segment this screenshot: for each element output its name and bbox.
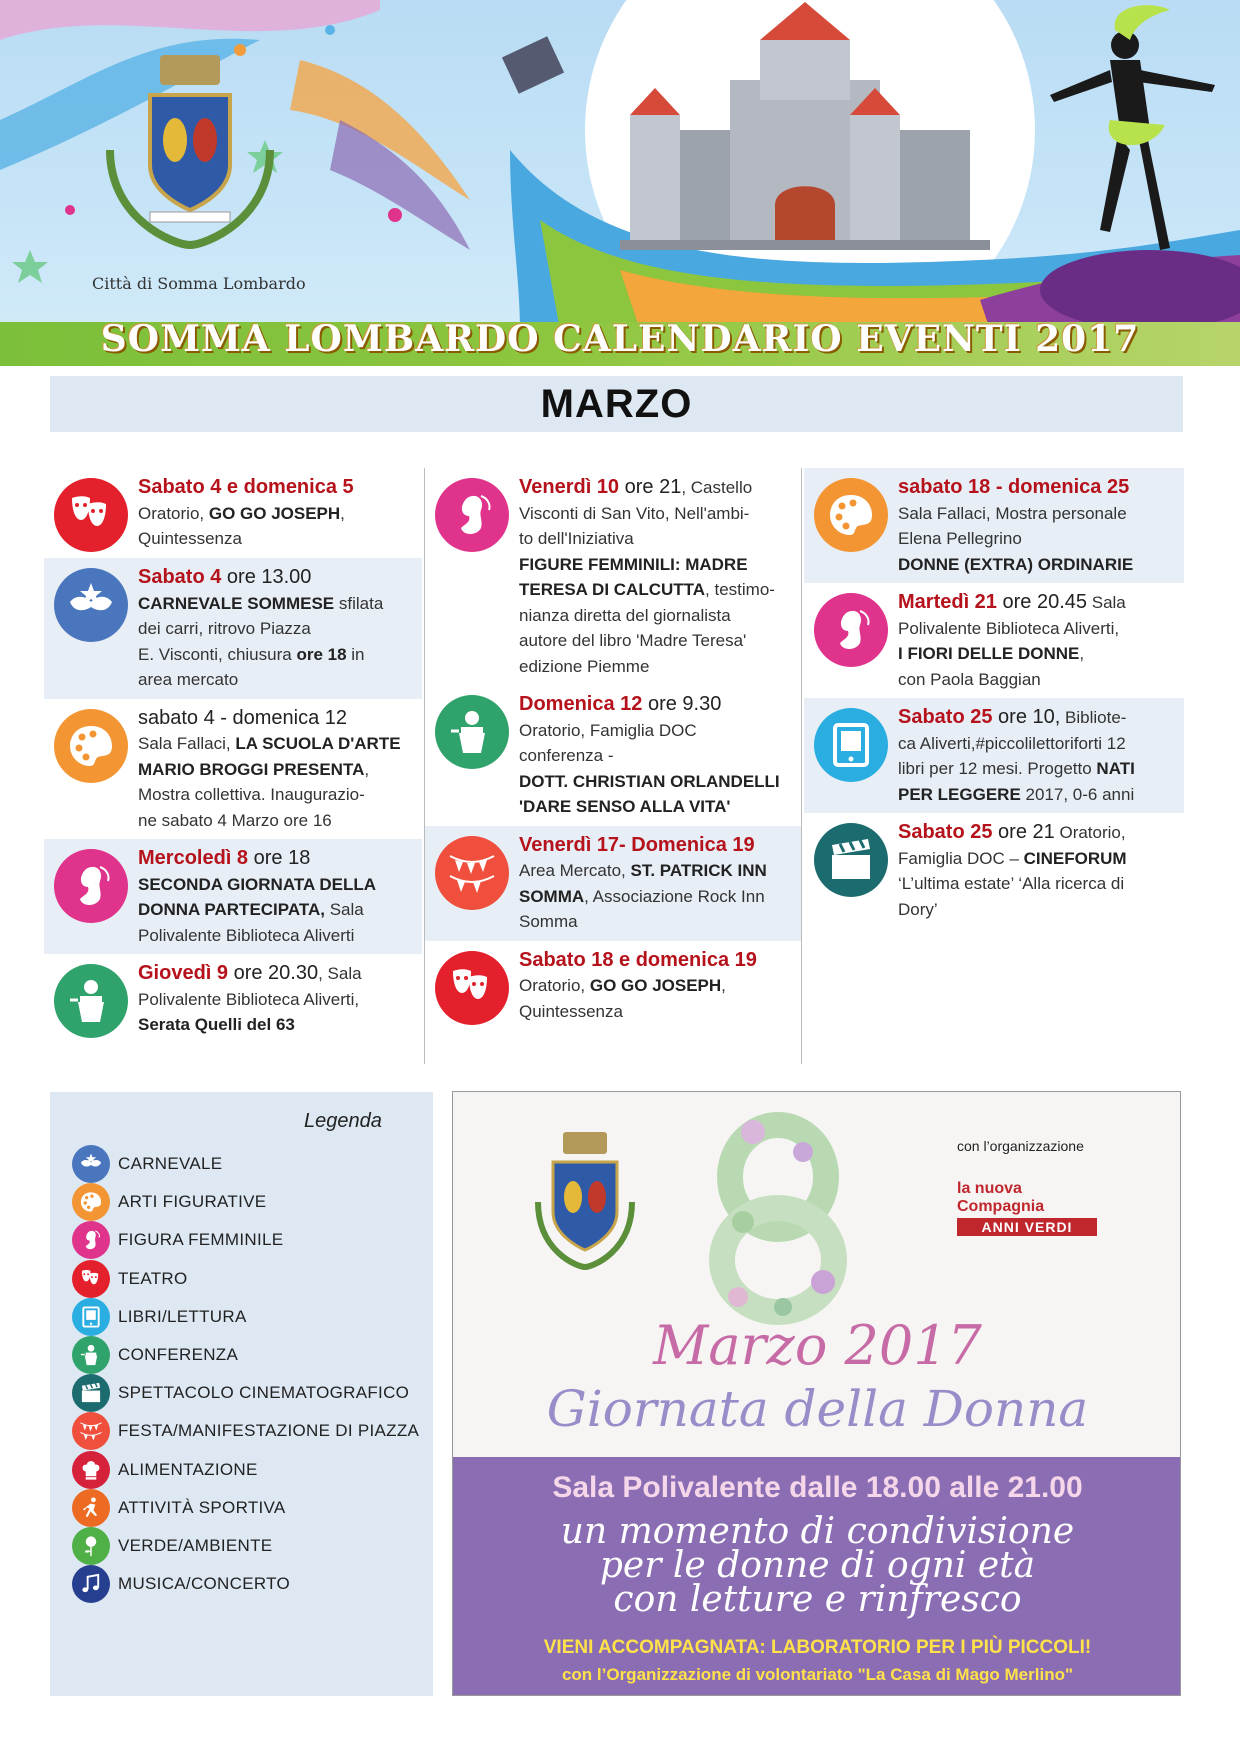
month-bar <box>50 376 1183 432</box>
event-detail-line <box>519 999 795 1025</box>
legend-label: TEATRO <box>118 1268 188 1288</box>
event-detail-line <box>138 526 416 552</box>
company-logo <box>957 1180 1097 1236</box>
legend-title: Legenda <box>304 1110 382 1132</box>
woman-silhouette-icon <box>66 861 116 911</box>
event-detail-line <box>519 909 795 935</box>
carnival-mask-icon <box>66 580 116 630</box>
event-heading <box>519 947 795 974</box>
event-detail-text: to dell'Iniziativa <box>519 529 634 548</box>
legend-item <box>72 1411 419 1451</box>
rose-icon <box>72 1527 110 1565</box>
event-date: Giovedì 9 <box>138 962 229 984</box>
event-item <box>44 468 422 558</box>
legend-label: CONFERENZA <box>118 1345 239 1364</box>
event-text <box>898 819 1178 922</box>
speaker-podium-icon <box>54 964 128 1038</box>
event-heading <box>898 819 1178 846</box>
poster-message <box>453 1511 1181 1620</box>
event-item <box>425 685 801 826</box>
event-date: Domenica 12 <box>519 693 643 715</box>
month-title: MARZO <box>540 381 693 426</box>
event-detail-line <box>138 667 416 693</box>
event-detail-line <box>138 808 416 834</box>
event-highlight: ST. PATRICK INN <box>630 861 767 880</box>
event-detail-text: autore del libro 'Madre Teresa' <box>519 631 747 650</box>
speaker-podium-icon <box>79 1343 103 1367</box>
event-detail-line <box>138 923 416 949</box>
event-detail-line <box>898 526 1178 552</box>
calendar-title: SOMMA LOMBARDO CALENDARIO EVENTI 2017 <box>100 318 1140 360</box>
event-time-suffix: , Sala <box>318 964 362 983</box>
theater-masks-icon <box>435 951 509 1025</box>
theater-masks-icon <box>79 1267 103 1291</box>
event-text <box>138 564 416 693</box>
speaker-podium-icon <box>447 707 497 757</box>
event-highlight: SECONDA GIORNATA DELLA <box>138 874 376 894</box>
palette-icon <box>72 1183 110 1221</box>
book-icon <box>79 1305 103 1329</box>
event-time: ore 21 <box>992 821 1055 843</box>
event-item <box>425 941 801 1031</box>
event-highlight: DONNA PARTECIPATA, <box>138 900 325 919</box>
legend-box <box>50 1092 433 1696</box>
palette-icon <box>814 478 888 552</box>
legend-item <box>72 1182 266 1222</box>
event-time: ore 21 <box>619 476 682 498</box>
event-detail-line <box>519 552 795 578</box>
event-date: Martedì 21 <box>898 591 997 613</box>
event-heading <box>138 845 416 872</box>
event-detail-text: ca Aliverti,#piccolilettoriforti 12 <box>898 733 1126 753</box>
speaker-podium-icon <box>66 976 116 1026</box>
event-detail-text: ‘L’ultima estate’ ‘Alla ricerca di <box>898 874 1125 893</box>
event-detail-text: sfilata <box>334 593 384 613</box>
poster-message-line-1: un momento di condivisione <box>560 1511 1075 1552</box>
poster-message-line-2: per le donne di ogni età <box>599 1545 1036 1586</box>
event-detail-text: conferenza - <box>519 746 614 765</box>
event-date: Venerdì 10 <box>519 476 620 498</box>
bunting-flags-icon <box>447 848 497 898</box>
event-detail-line <box>898 871 1178 897</box>
speaker-podium-icon <box>72 1336 110 1374</box>
event-detail-line <box>138 757 416 783</box>
event-date: Venerdì 17- Domenica 19 <box>519 833 755 856</box>
legend-label: ATTIVITÀ SPORTIVA <box>118 1497 286 1517</box>
event-text <box>138 960 416 1038</box>
event-time: ore 10, <box>992 706 1061 728</box>
event-detail-text: Visconti di San Vito, Nell'ambi- <box>519 503 750 523</box>
event-text <box>138 474 416 552</box>
event-highlight: GO GO JOSEPH <box>589 976 722 995</box>
event-detail-text: Oratorio, <box>519 976 590 995</box>
event-heading <box>898 589 1178 616</box>
poster-message-line-3: con letture e rinfresco <box>613 1579 1022 1620</box>
event-detail-text: con Paola Baggian <box>898 669 1041 689</box>
poster-title-event: Giornata della Donna <box>546 1380 1089 1438</box>
event-detail-text: Somma <box>519 912 578 931</box>
event-highlight: 'DARE SENSO ALLA VITA' <box>519 797 731 816</box>
event-detail-line <box>519 501 795 527</box>
event-text <box>519 832 795 935</box>
palette-icon <box>54 709 128 783</box>
event-detail-text: Polivalente Biblioteca Aliverti, <box>138 989 360 1009</box>
flower-eight <box>722 1120 835 1316</box>
event-text <box>519 474 795 679</box>
book-icon <box>72 1298 110 1336</box>
event-time-suffix: , Castello <box>681 478 753 497</box>
event-highlight: CARNEVALE SOMMESE <box>138 593 335 613</box>
legend-label: FIGURA FEMMINILE <box>118 1230 284 1250</box>
carnival-mask-icon <box>72 1145 110 1183</box>
event-item <box>44 558 422 699</box>
event-highlight: LA SCUOLA D'ARTE <box>235 734 401 753</box>
event-detail-text: ne sabato 4 Marzo ore 16 <box>138 810 332 830</box>
event-highlight: GO GO JOSEPH <box>208 503 341 523</box>
event-heading <box>138 960 416 987</box>
event-detail-line <box>138 987 416 1013</box>
clapperboard-icon <box>826 835 876 885</box>
event-item <box>44 699 422 840</box>
clapperboard-icon <box>79 1381 103 1405</box>
event-detail-line <box>138 1012 416 1038</box>
legend-label: LIBRI/LETTURA <box>118 1306 247 1326</box>
event-item <box>44 839 422 954</box>
event-detail-text: area mercato <box>138 670 239 689</box>
event-detail-text: nianza diretta del giornalista <box>519 605 731 625</box>
poster-coat-of-arms <box>538 1132 632 1267</box>
carnival-mask-icon <box>79 1152 103 1176</box>
event-text <box>898 474 1178 577</box>
clapperboard-icon <box>72 1374 110 1412</box>
event-detail-text: , <box>340 503 345 523</box>
bunting-flags-icon <box>435 836 509 910</box>
chef-hat-icon <box>72 1451 110 1489</box>
event-detail-text: Quintessenza <box>138 529 242 548</box>
event-date: sabato 4 - domenica 12 <box>138 706 348 729</box>
event-detail-line <box>519 577 795 603</box>
event-detail-line <box>519 973 795 999</box>
poster-title-date: Marzo 2017 <box>653 1314 982 1377</box>
event-highlight: TERESA DI CALCUTTA <box>519 580 706 599</box>
clapperboard-icon <box>814 823 888 897</box>
event-detail-line <box>519 794 795 820</box>
event-detail-line <box>898 616 1178 642</box>
event-detail-text: , testimo- <box>705 580 775 599</box>
event-highlight: Serata Quelli del 63 <box>138 1015 295 1034</box>
event-heading <box>138 705 416 732</box>
event-heading <box>898 704 1178 731</box>
event-detail-line <box>898 667 1178 693</box>
event-item <box>425 468 801 685</box>
event-detail-text: Quintessenza <box>519 1001 623 1021</box>
city-name: Città di Somma Lombardo <box>92 274 306 293</box>
event-detail-line <box>138 501 416 527</box>
event-detail-text: 2017, 0-6 anni <box>1020 784 1135 804</box>
legend-label: ALIMENTAZIONE <box>118 1459 258 1479</box>
event-time-suffix: Sala <box>1087 593 1126 612</box>
legend-label: FESTA/MANIFESTAZIONE DI PIAZZA <box>118 1421 420 1441</box>
event-highlight: I FIORI DELLE DONNE <box>898 644 1080 663</box>
legend-label: VERDE/AMBIENTE <box>118 1536 273 1555</box>
book-icon <box>814 708 888 782</box>
event-detail-line <box>898 756 1178 782</box>
event-text <box>519 947 795 1025</box>
event-detail-line <box>898 641 1178 667</box>
legend-item <box>72 1564 290 1604</box>
event-detail-text: libri per 12 mesi. Progetto <box>898 759 1097 778</box>
event-detail-line <box>138 872 416 898</box>
book-icon <box>826 720 876 770</box>
event-text <box>898 589 1178 692</box>
theater-masks-icon <box>66 490 116 540</box>
event-detail-line <box>898 552 1178 578</box>
palette-icon <box>826 490 876 540</box>
banner-artwork <box>0 0 1240 366</box>
event-detail-line <box>519 603 795 629</box>
legend-label: MUSICA/CONCERTO <box>118 1574 291 1594</box>
event-date: Mercoledì 8 <box>138 847 249 869</box>
theater-masks-icon <box>54 478 128 552</box>
woman-silhouette-icon <box>54 849 128 923</box>
event-date: sabato 18 - domenica 25 <box>898 476 1130 498</box>
event-detail-line <box>519 718 795 744</box>
event-text <box>519 691 795 820</box>
theater-masks-icon <box>72 1260 110 1298</box>
event-time-suffix: Oratorio, <box>1054 823 1126 842</box>
bunting-flags-icon <box>79 1419 103 1443</box>
event-detail-line <box>138 642 416 668</box>
event-heading <box>138 474 416 501</box>
event-detail-line <box>138 616 416 642</box>
event-highlight: ore 18 <box>296 644 347 664</box>
event-heading <box>519 474 795 501</box>
event-detail-text: Oratorio, Famiglia DOC <box>519 720 697 740</box>
event-heading <box>519 832 795 859</box>
woman-silhouette-icon <box>447 490 497 540</box>
event-detail-text: E. Visconti, chiusura <box>138 644 297 664</box>
event-detail-text: Area Mercato, <box>519 861 631 880</box>
events-column-1 <box>44 468 422 1044</box>
company-logo-line-2: ANNI VERDI <box>957 1218 1097 1236</box>
music-note-icon <box>79 1572 103 1596</box>
event-detail-text: , <box>364 759 370 779</box>
woman-silhouette-icon <box>814 593 888 667</box>
event-detail-text: Mostra collettiva. Inaugurazio- <box>138 785 365 804</box>
event-date: Sabato 18 e domenica 19 <box>519 948 757 971</box>
event-detail-line <box>898 782 1178 808</box>
poster-info-band <box>453 1457 1181 1696</box>
legend-item <box>72 1144 222 1184</box>
event-detail-line <box>519 884 795 910</box>
events-column-2 <box>424 468 802 1064</box>
event-detail-line <box>898 846 1178 872</box>
poster-organization-label: con l’organizzazione <box>957 1138 1084 1154</box>
carnival-mask-icon <box>54 568 128 642</box>
poster-top <box>453 1092 1181 1457</box>
event-highlight: DONNE (EXTRA) ORDINARIE <box>898 554 1134 574</box>
event-detail-line <box>138 897 416 923</box>
events-column-3 <box>804 468 1184 928</box>
event-detail-line <box>898 897 1178 923</box>
event-time: ore 20.45 <box>996 591 1088 613</box>
legend-item <box>72 1259 188 1299</box>
legend-item <box>72 1526 272 1566</box>
event-detail-text: Elena Pellegrino <box>898 529 1022 548</box>
event-detail-line <box>519 526 795 552</box>
poster-volunteer-org: con l’Organizzazione di volontariato "La Casa di Mago Merlino" <box>561 1665 1074 1684</box>
event-detail-text: Dory’ <box>898 899 938 919</box>
event-date: Sabato 4 e domenica 5 <box>138 476 354 498</box>
event-detail-line <box>898 501 1178 527</box>
runner-icon <box>72 1489 110 1527</box>
event-detail-text: edizione Piemme <box>519 656 650 676</box>
event-detail-line <box>138 591 416 617</box>
legend-item <box>72 1373 409 1413</box>
event-detail-text: dei carri, ritrovo Piazza <box>138 619 311 638</box>
poster-kids-lab: VIENI ACCOMPAGNATA: LABORATORIO PER I PIÙ PICCOLI! <box>543 1637 1092 1658</box>
legend-item <box>72 1450 258 1490</box>
company-logo-line-1: la nuova Compagnia <box>957 1180 1045 1215</box>
event-detail-line <box>519 654 795 680</box>
event-item <box>44 954 422 1044</box>
theater-masks-icon <box>447 963 497 1013</box>
event-detail-line <box>519 858 795 884</box>
event-detail-text: Polivalente Biblioteca Aliverti, <box>898 618 1120 638</box>
speaker-podium-icon <box>435 695 509 769</box>
event-detail-line <box>898 731 1178 757</box>
event-text <box>138 705 416 834</box>
woman-silhouette-icon <box>72 1221 110 1259</box>
event-time: ore 13.00 <box>221 566 312 588</box>
event-highlight: PER LEGGERE <box>898 784 1021 804</box>
palette-icon <box>66 721 116 771</box>
event-detail-text: Famiglia DOC – <box>898 848 1024 868</box>
event-detail-text: Sala Fallaci, <box>138 734 236 753</box>
legend-item <box>72 1335 238 1375</box>
event-text <box>138 845 416 948</box>
event-highlight: FIGURE FEMMINILI: MADRE <box>519 554 748 574</box>
event-date: Sabato 4 <box>138 566 222 588</box>
event-detail-text: , Associazione Rock Inn <box>584 886 765 906</box>
event-detail-line <box>519 769 795 795</box>
event-time: ore 9.30 <box>642 693 722 715</box>
event-highlight: MARIO BROGGI PRESENTA <box>138 759 365 779</box>
event-item <box>804 468 1184 583</box>
event-highlight: NATI <box>1096 759 1135 778</box>
event-detail-text: Sala Fallaci, Mostra personale <box>898 503 1127 523</box>
palette-icon <box>79 1190 103 1214</box>
woman-silhouette-icon <box>826 605 876 655</box>
rose-icon <box>79 1534 103 1558</box>
event-detail-text: , <box>1079 644 1085 663</box>
event-detail-text: in <box>346 644 365 664</box>
event-time: ore 18 <box>248 847 311 869</box>
event-item <box>804 583 1184 698</box>
event-item <box>804 813 1184 928</box>
runner-icon <box>79 1496 103 1520</box>
event-date: Sabato 25 <box>898 821 993 843</box>
event-detail-line <box>519 743 795 769</box>
chef-hat-icon <box>79 1458 103 1482</box>
event-detail-line <box>138 782 416 808</box>
event-highlight: SOMMA <box>519 886 585 906</box>
bunting-flags-icon <box>72 1412 110 1450</box>
event-detail-line <box>519 628 795 654</box>
poster-venue-time: Sala Polivalente dalle 18.00 alle 21.00 <box>552 1471 1083 1504</box>
event-detail-text: Sala <box>325 900 364 919</box>
woman-silhouette-icon <box>435 478 509 552</box>
event-item <box>425 826 801 941</box>
music-note-icon <box>72 1565 110 1603</box>
event-detail-text: Polivalente Biblioteca Aliverti <box>138 925 355 945</box>
legend-item <box>72 1297 247 1337</box>
event-time: ore 20.30 <box>228 962 319 984</box>
legend-item <box>72 1488 286 1528</box>
woman-silhouette-icon <box>79 1228 103 1252</box>
header-banner <box>0 0 1240 366</box>
event-text <box>898 704 1178 807</box>
event-highlight: CINEFORUM <box>1023 848 1127 868</box>
legend-item <box>72 1220 283 1260</box>
event-detail-line <box>138 731 416 757</box>
legend-label: SPETTACOLO CINEMATOGRAFICO <box>118 1383 410 1403</box>
event-detail-text: Oratorio, <box>138 503 209 523</box>
event-time-suffix: Bibliote- <box>1060 708 1127 727</box>
womens-day-poster <box>452 1091 1181 1696</box>
event-heading <box>898 474 1178 501</box>
event-item <box>804 698 1184 813</box>
legend-label: CARNEVALE <box>118 1154 223 1173</box>
legend-label: ARTI FIGURATIVE <box>118 1192 267 1212</box>
event-heading <box>519 691 795 718</box>
event-detail-text: , <box>721 976 726 995</box>
event-heading <box>138 564 416 591</box>
event-highlight: DOTT. CHRISTIAN ORLANDELLI <box>519 771 780 791</box>
event-date: Sabato 25 <box>898 706 993 728</box>
